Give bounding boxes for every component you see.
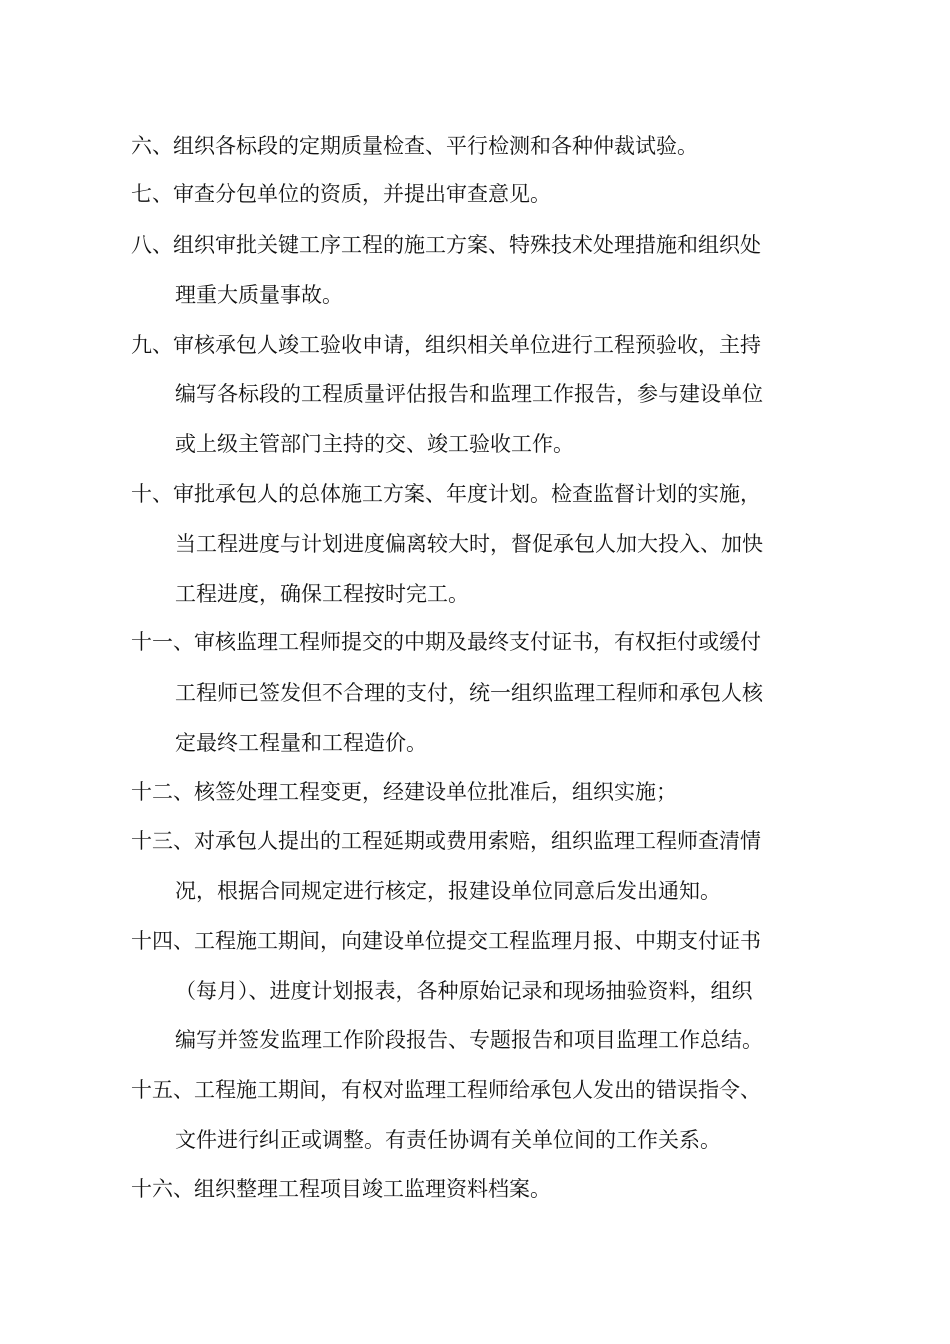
item-16-line-1: 十六、组织整理工程项目竣工监理资料档案。 bbox=[131, 1177, 551, 1201]
item-9-line-1: 九、审核承包人竣工验收申请，组织相关单位进行工程预验收，主持 bbox=[131, 333, 761, 357]
item-9-line-3: 或上级主管部门主持的交、竣工验收工作。 bbox=[175, 432, 574, 456]
item-8-line-1: 八、组织审批关键工序工程的施工方案、特殊技术处理措施和组织处 bbox=[131, 233, 761, 257]
item-8-line-2: 理重大质量事故。 bbox=[175, 283, 343, 307]
item-10-line-1: 十、审批承包人的总体施工方案、年度计划。检查监督计划的实施， bbox=[131, 482, 761, 506]
item-14-line-1: 十四、工程施工期间，向建设单位提交工程监理月报、中期支付证书 bbox=[131, 929, 761, 953]
item-10-line-2: 当工程进度与计划进度偏离较大时，督促承包人加大投入、加快 bbox=[175, 532, 763, 556]
item-6-line-1: 六、组织各标段的定期质量检查、平行检测和各种仲裁试验。 bbox=[131, 134, 698, 158]
item-13-line-2: 况，根据合同规定进行核定，报建设单位同意后发出通知。 bbox=[175, 879, 721, 903]
item-7-line-1: 七、审查分包单位的资质，并提出审查意见。 bbox=[131, 182, 551, 206]
item-10-line-3: 工程进度，确保工程按时完工。 bbox=[175, 582, 469, 606]
item-13-line-1: 十三、对承包人提出的工程延期或费用索赔，组织监理工程师查清情 bbox=[131, 829, 761, 853]
item-11-line-2: 工程师已签发但不合理的支付，统一组织监理工程师和承包人核 bbox=[175, 681, 763, 705]
item-14-line-3: 编写并签发监理工作阶段报告、专题报告和项目监理工作总结。 bbox=[175, 1028, 763, 1052]
item-11-line-3: 定最终工程量和工程造价。 bbox=[175, 731, 427, 755]
item-12-line-1: 十二、核签处理工程变更，经建设单位批准后，组织实施； bbox=[131, 780, 677, 804]
item-14-line-2: （每月）、进度计划报表，各种原始记录和现场抽验资料，组织 bbox=[175, 979, 753, 1003]
item-9-line-2: 编写各标段的工程质量评估报告和监理工作报告，参与建设单位 bbox=[175, 382, 763, 406]
item-11-line-1: 十一、审核监理工程师提交的中期及最终支付证书，有权拒付或缓付 bbox=[131, 630, 761, 654]
item-15-line-2: 文件进行纠正或调整。有责任协调有关单位间的工作关系。 bbox=[175, 1128, 721, 1152]
item-15-line-1: 十五、工程施工期间，有权对监理工程师给承包人发出的错误指令、 bbox=[131, 1078, 761, 1102]
